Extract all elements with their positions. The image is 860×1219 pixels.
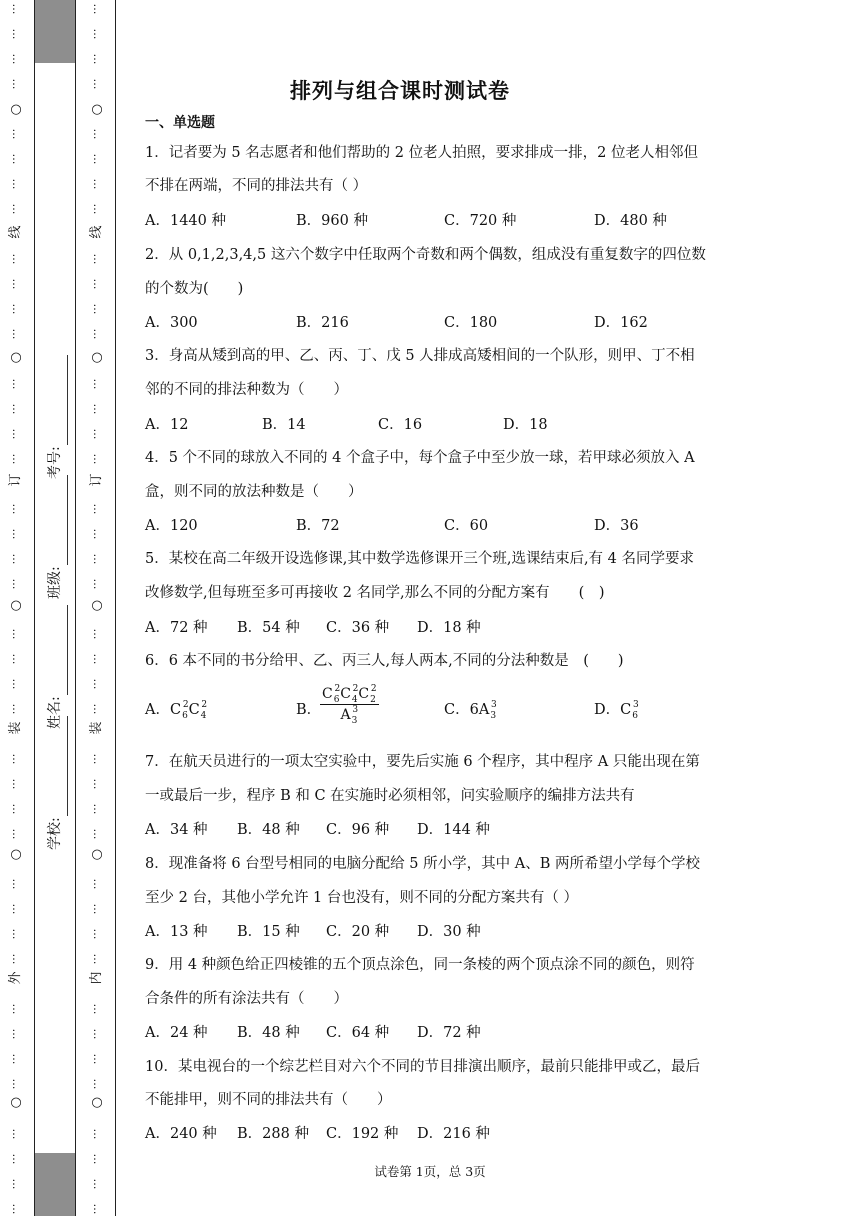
option-label: B．960 种 xyxy=(296,213,368,229)
inner-dots: … xyxy=(91,678,104,690)
option-label: D．480 种 xyxy=(594,213,667,229)
question-4-option-B[interactable] xyxy=(296,514,340,535)
inner-dots: … xyxy=(91,378,104,390)
outer-mark-0: 外 xyxy=(8,971,23,985)
option-label: A．12 xyxy=(145,417,189,433)
outer-dots: … xyxy=(10,253,23,265)
option-label: D．30 种 xyxy=(417,924,481,940)
question-3-option-B[interactable] xyxy=(262,413,306,434)
option-label: C．36 种 xyxy=(326,620,390,636)
option-label: D．18 xyxy=(503,417,548,433)
outer-circle-mark: ○ xyxy=(10,350,22,365)
option-label: B．54 种 xyxy=(237,620,300,636)
option-label: D．18 种 xyxy=(417,620,481,636)
math-symbol: $A_3^3$ xyxy=(478,700,497,721)
option-label: B． xyxy=(296,702,322,718)
outer-dots: … xyxy=(10,878,23,890)
math-symbol: $C_6^2$ xyxy=(169,700,189,721)
option-label: B．216 xyxy=(296,315,349,331)
inner-dots: … xyxy=(91,28,104,40)
field-name-line xyxy=(67,605,68,695)
question-5-text: 5．某校在高二年级开设选修课,其中数学选修课开三个班,选课结束后,有 4 名同学要求 xyxy=(145,551,694,567)
question-2-option-A[interactable] xyxy=(145,311,198,332)
option-label: C．6 xyxy=(444,702,479,718)
outer-dots: … xyxy=(10,553,23,565)
option-label: C．720 种 xyxy=(444,213,517,229)
inner-binding-column xyxy=(87,0,107,1216)
page-title: 排列与组合课时测试卷 xyxy=(290,78,510,103)
math-symbol: $C_4^2$ xyxy=(340,684,359,705)
inner-dots: … xyxy=(91,178,104,190)
question-2-text: 2．从 0,1,2,3,4,5 这六个数字中任取两个奇数和两个偶数，组成没有重复数字的四位数 xyxy=(145,247,706,263)
question-10-option-A[interactable] xyxy=(145,1122,217,1143)
inner-dots: … xyxy=(91,553,104,565)
question-3-option-C[interactable] xyxy=(378,413,422,434)
option-label: A．300 xyxy=(145,315,198,331)
question-3-option-A[interactable] xyxy=(145,413,188,434)
inner-mark-1: 装 xyxy=(89,721,104,735)
outer-dots: … xyxy=(10,1078,23,1090)
page-footer: 试卷第 1页，总 3页 xyxy=(374,1164,486,1179)
section-heading: 一、单选题 xyxy=(145,115,215,131)
inner-mark-2: 订 xyxy=(89,473,104,487)
question-6-text: 6．6 本不同的书分给甲、乙、丙三人,每人两本,不同的分法种数是 ( ) xyxy=(145,653,624,669)
inner-mark-3: 线 xyxy=(89,225,104,239)
inner-dots: … xyxy=(91,703,104,715)
question-6-option-B[interactable] xyxy=(296,684,377,726)
field-school-line xyxy=(67,716,68,816)
option-label: B．288 种 xyxy=(237,1126,309,1142)
question-5-text: 改修数学,但每班至多可再接收 2 名同学,那么不同的分配方案有 ( ) xyxy=(145,585,605,601)
outer-dots: … xyxy=(10,328,23,340)
outer-dots: … xyxy=(10,278,23,290)
inner-circle-mark: ○ xyxy=(91,1095,103,1110)
question-8-text: 至少 2 台，其他小学允许 1 台也没有，则不同的分配方案共有（ ） xyxy=(145,890,578,906)
question-6-option-C[interactable] xyxy=(444,698,497,719)
option-label: B．48 种 xyxy=(237,1025,300,1041)
outer-dots: … xyxy=(10,578,23,590)
math-symbol: $C_2^2$ xyxy=(358,684,377,705)
inner-dots: … xyxy=(91,253,104,265)
outer-binding-column xyxy=(6,0,26,1216)
question-2-option-D[interactable] xyxy=(594,311,648,332)
question-5-option-B[interactable] xyxy=(237,616,300,637)
option-label: A．1440 种 xyxy=(145,213,226,229)
option-label: A．240 种 xyxy=(145,1126,217,1142)
question-5-option-C[interactable] xyxy=(326,616,389,637)
outer-dots: … xyxy=(10,1028,23,1040)
question-9-option-B[interactable] xyxy=(237,1021,300,1042)
option-label: A．24 种 xyxy=(145,1025,208,1041)
outer-dots: … xyxy=(10,203,23,215)
question-1-option-B[interactable] xyxy=(296,209,368,230)
inner-dots: … xyxy=(91,403,104,415)
question-1-option-D[interactable] xyxy=(594,209,667,230)
option-label: B．72 xyxy=(296,518,340,534)
question-9-option-A[interactable] xyxy=(145,1021,208,1042)
inner-dots: … xyxy=(91,1028,104,1040)
outer-dots: … xyxy=(10,828,23,840)
option-label: C．60 xyxy=(444,518,489,534)
inner-dots: … xyxy=(91,78,104,90)
inner-circle-mark: ○ xyxy=(91,350,103,365)
outer-dots: … xyxy=(10,528,23,540)
field-exam-number-label: 考号: xyxy=(47,446,63,479)
option-label: C．192 种 xyxy=(326,1126,399,1142)
inner-circle-mark: ○ xyxy=(91,847,103,862)
inner-dots: … xyxy=(91,528,104,540)
inner-dots: … xyxy=(91,1178,104,1190)
question-1-text: 1．记者要为 5 名志愿者和他们帮助的 2 位老人拍照，要求排成一排，2 位老人相邻但 xyxy=(145,145,698,161)
outer-dots: … xyxy=(10,178,23,190)
inner-dots: … xyxy=(91,1003,104,1015)
outer-dots: … xyxy=(10,303,23,315)
question-8-text: 8．现准备将 6 台型号相同的电脑分配给 5 所小学，其中 A、B 两所希望小学每个学校 xyxy=(145,856,700,872)
outer-dots: … xyxy=(10,653,23,665)
question-1-option-A[interactable] xyxy=(145,209,226,230)
inner-mark-0: 内 xyxy=(89,971,104,985)
inner-dots: … xyxy=(91,578,104,590)
outer-dots: … xyxy=(10,628,23,640)
outer-dots: … xyxy=(10,428,23,440)
question-2-text: 的个数为( ) xyxy=(145,281,244,297)
question-7-option-B[interactable] xyxy=(237,818,300,839)
question-10-option-C[interactable] xyxy=(326,1122,398,1143)
math-symbol: $C_4^2$ xyxy=(188,700,208,721)
question-10-text: 不能排甲，则不同的排法共有（ ） xyxy=(145,1092,392,1108)
outer-dots: … xyxy=(10,1053,23,1065)
option-label: C．180 xyxy=(444,315,498,331)
outer-dots: … xyxy=(10,403,23,415)
margin-line-inner xyxy=(115,0,116,1216)
outer-dots: … xyxy=(10,3,23,15)
option-label: A． xyxy=(145,702,170,718)
question-8-option-A[interactable] xyxy=(145,920,208,941)
inner-dots: … xyxy=(91,903,104,915)
outer-dots: … xyxy=(10,778,23,790)
inner-dots: … xyxy=(91,153,104,165)
inner-dots: … xyxy=(91,653,104,665)
inner-dots: … xyxy=(91,3,104,15)
question-9-option-D[interactable] xyxy=(417,1021,481,1042)
outer-dots: … xyxy=(10,1203,23,1215)
inner-dots: … xyxy=(91,453,104,465)
question-6-option-D[interactable] xyxy=(594,698,639,719)
question-10-option-D[interactable] xyxy=(417,1122,490,1143)
inner-dots: … xyxy=(91,428,104,440)
option-label: B．15 种 xyxy=(237,924,300,940)
outer-circle-mark: ○ xyxy=(10,102,22,117)
outer-dots: … xyxy=(10,703,23,715)
fraction xyxy=(320,684,379,726)
option-label: C．64 种 xyxy=(326,1025,390,1041)
inner-circle-mark: ○ xyxy=(91,598,103,613)
option-label: C．20 种 xyxy=(326,924,390,940)
inner-circle-mark: ○ xyxy=(91,102,103,117)
field-class-label: 班级: xyxy=(47,566,63,599)
inner-dots: … xyxy=(91,803,104,815)
question-8-option-B[interactable] xyxy=(237,920,300,941)
inner-dots: … xyxy=(91,878,104,890)
question-8-option-D[interactable] xyxy=(417,920,481,941)
question-3-option-D[interactable] xyxy=(503,413,548,434)
question-4-option-A[interactable] xyxy=(145,514,198,535)
inner-dots: … xyxy=(91,328,104,340)
question-10-text: 10．某电视台的一个综艺栏目对六个不同的节目排演出顺序，最前只能排甲或乙，最后 xyxy=(145,1059,700,1075)
inner-dots: … xyxy=(91,1153,104,1165)
question-7-option-A[interactable] xyxy=(145,818,208,839)
margin-line-outer xyxy=(34,0,35,1216)
outer-dots: … xyxy=(10,153,23,165)
outer-dots: … xyxy=(10,903,23,915)
question-5-option-D[interactable] xyxy=(417,616,481,637)
outer-dots: … xyxy=(10,128,23,140)
option-label: C．16 xyxy=(378,417,423,433)
question-10-option-B[interactable] xyxy=(237,1122,309,1143)
option-label: A．13 种 xyxy=(145,924,208,940)
outer-dots: … xyxy=(10,753,23,765)
math-symbol: $A_3^3$ xyxy=(340,705,359,726)
question-4-text: 盒，则不同的放法种数是（ ） xyxy=(145,484,363,500)
outer-circle-mark: ○ xyxy=(10,1095,22,1110)
outer-dots: … xyxy=(10,678,23,690)
outer-dots: … xyxy=(10,378,23,390)
option-label: D．72 种 xyxy=(417,1025,481,1041)
question-2-option-C[interactable] xyxy=(444,311,497,332)
inner-dots: … xyxy=(91,628,104,640)
outer-circle-mark: ○ xyxy=(10,847,22,862)
option-label: D． xyxy=(594,702,621,718)
inner-dots: … xyxy=(91,928,104,940)
question-3-text: 3．身高从矮到高的甲、乙、丙、丁、戊 5 人排成高矮相间的一个队形，则甲、丁不相 xyxy=(145,348,695,364)
question-7-option-D[interactable] xyxy=(417,818,490,839)
inner-dots: … xyxy=(91,1203,104,1215)
margin-gray-block-top xyxy=(35,0,75,63)
question-9-option-C[interactable] xyxy=(326,1021,389,1042)
option-label: D．144 种 xyxy=(417,822,490,838)
question-2-option-B[interactable] xyxy=(296,311,349,332)
field-exam-number-line xyxy=(67,355,68,445)
outer-dots: … xyxy=(10,928,23,940)
outer-dots: … xyxy=(10,803,23,815)
inner-dots: … xyxy=(91,53,104,65)
question-1-text: 不排在两端，不同的排法共有（ ） xyxy=(145,178,368,194)
option-label: B．48 种 xyxy=(237,822,300,838)
inner-dots: … xyxy=(91,128,104,140)
margin-line-middle xyxy=(75,0,76,1216)
question-6-option-A[interactable] xyxy=(145,698,207,719)
option-label: D．162 xyxy=(594,315,648,331)
outer-mark-1: 装 xyxy=(8,721,23,735)
option-label: D．216 种 xyxy=(417,1126,490,1142)
outer-dots: … xyxy=(10,953,23,965)
inner-dots: … xyxy=(91,828,104,840)
question-5-option-A[interactable] xyxy=(145,616,208,637)
inner-dots: … xyxy=(91,203,104,215)
question-4-option-D[interactable] xyxy=(594,514,639,535)
question-9-text: 合条件的所有涂法共有（ ） xyxy=(145,991,348,1007)
outer-mark-2: 订 xyxy=(8,473,23,487)
math-symbol: $C_6^2$ xyxy=(322,684,341,705)
outer-dots: … xyxy=(10,53,23,65)
outer-dots: … xyxy=(10,1153,23,1165)
inner-dots: … xyxy=(91,1078,104,1090)
question-4-option-C[interactable] xyxy=(444,514,488,535)
inner-dots: … xyxy=(91,753,104,765)
outer-dots: … xyxy=(10,1178,23,1190)
math-symbol: $C_6^3$ xyxy=(620,700,639,721)
question-9-text: 9．用 4 种颜色给正四棱锥的五个顶点涂色，同一条棱的两个顶点涂不同的颜色，则符 xyxy=(145,957,695,973)
outer-dots: … xyxy=(10,1003,23,1015)
inner-dots: … xyxy=(91,1128,104,1140)
inner-dots: … xyxy=(91,778,104,790)
option-label: D．36 xyxy=(594,518,639,534)
option-label: C．96 种 xyxy=(326,822,390,838)
field-name-label: 姓名: xyxy=(47,696,63,729)
inner-dots: … xyxy=(91,303,104,315)
option-label: A．34 种 xyxy=(145,822,208,838)
field-class-line xyxy=(67,475,68,565)
question-7-text: 7．在航天员进行的一项太空实验中，要先后实施 6 个程序，其中程序 A 只能出现在第 xyxy=(145,754,700,770)
option-label: B．14 xyxy=(262,417,306,433)
option-label: A．72 种 xyxy=(145,620,208,636)
inner-dots: … xyxy=(91,1053,104,1065)
outer-dots: … xyxy=(10,78,23,90)
outer-dots: … xyxy=(10,503,23,515)
outer-dots: … xyxy=(10,453,23,465)
question-8-option-C[interactable] xyxy=(326,920,389,941)
field-school-label: 学校: xyxy=(47,817,63,850)
inner-dots: … xyxy=(91,278,104,290)
option-label: A．120 xyxy=(145,518,198,534)
inner-dots: … xyxy=(91,953,104,965)
question-3-text: 邻的不同的排法种数为（ ） xyxy=(145,382,348,398)
outer-dots: … xyxy=(10,1128,23,1140)
question-4-text: 4．5 个不同的球放入不同的 4 个盒子中，每个盒子中至少放一球，若甲球必须放入 A xyxy=(145,450,695,466)
outer-circle-mark: ○ xyxy=(10,598,22,613)
inner-dots: … xyxy=(91,503,104,515)
question-1-option-C[interactable] xyxy=(444,209,516,230)
question-7-option-C[interactable] xyxy=(326,818,389,839)
outer-mark-3: 线 xyxy=(8,225,23,239)
outer-dots: … xyxy=(10,28,23,40)
question-7-text: 一或最后一步，程序 B 和 C 在实施时必须相邻，问实验顺序的编排方法共有 xyxy=(145,788,635,804)
